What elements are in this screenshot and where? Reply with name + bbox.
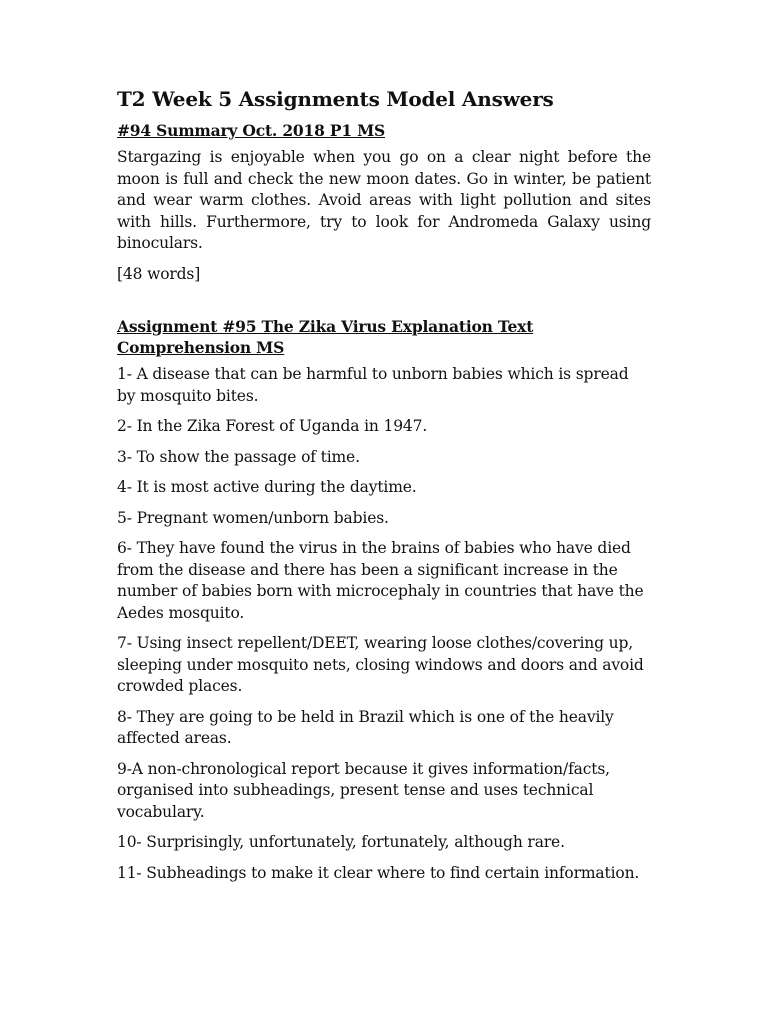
answer-item: 4- It is most active during the daytime. xyxy=(117,478,417,496)
answer-item: 9-A non-chronological report because it gives information/facts, organised into subheadings, present tense and uses technical vocabulary. xyxy=(117,759,610,821)
section-spacer xyxy=(117,294,651,316)
answer-list xyxy=(117,364,651,884)
document-title: T2 Week 5 Assignments Model Answers xyxy=(117,87,554,111)
answer-item: 7- Using insect repellent/DEET, wearing loose clothes/covering up, sleeping under mosquito nets, closing windows and doors and avoid crowded places. xyxy=(117,634,644,695)
answer-item: 8- They are going to be held in Brazil which is one of the heavily affected areas. xyxy=(117,707,614,747)
document-page xyxy=(117,86,651,893)
word-count: [48 words] xyxy=(117,264,201,283)
answer-item: 1- A disease that can be harmful to unborn babies which is spread by mosquito bites. xyxy=(117,365,629,405)
answer-item: 2- In the Zika Forest of Uganda in 1947. xyxy=(117,417,428,435)
comprehension-heading: Assignment #95 The Zika Virus Explanation Text Comprehension MS xyxy=(117,317,534,357)
answer-item: 11- Subheadings to make it clear where to find certain information. xyxy=(117,863,640,882)
answer-item: 3- To show the passage of time. xyxy=(117,447,360,466)
summary-body: Stargazing is enjoyable when you go on a clear night before the moon is full and check the new moon dates. Go in winter, be patient and wear warm clothes. Avoid areas with light pollution and sites with hills. Furthermore, try to look for Andromeda Galaxy using binoculars. xyxy=(117,148,651,252)
answer-item: 5- Pregnant women/unborn babies. xyxy=(117,508,389,527)
comprehension-section xyxy=(117,316,651,884)
answer-item: 6- They have found the virus in the brains of babies who have died from the disease and there has been a significant increase in the number of babies born with microcephaly in countries that have the Aedes mosquito. xyxy=(117,539,644,622)
answer-item: 10- Surprisingly, unfortunately, fortunately, although rare. xyxy=(117,833,565,851)
summary-section xyxy=(117,120,651,285)
summary-heading: #94 Summary Oct. 2018 P1 MS xyxy=(117,121,386,140)
